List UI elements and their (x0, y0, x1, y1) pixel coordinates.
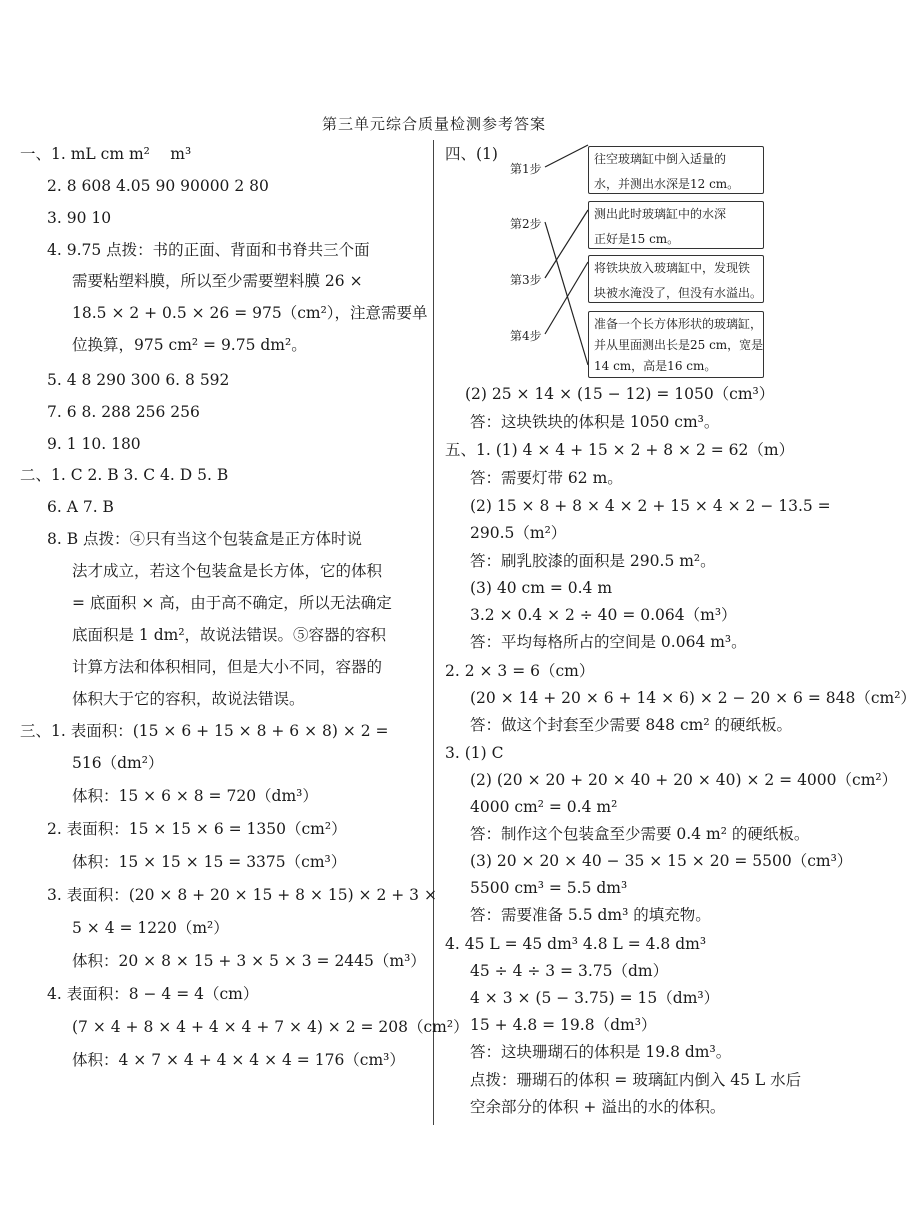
answer-line: 3. 表面积：(20 × 8 + 20 × 15 + 8 × 15) × 2 + 3 × (47, 886, 437, 904)
step-box (588, 201, 764, 249)
answer-line: 45 ÷ 4 ÷ 3 = 3.75（dm） (470, 962, 669, 980)
answer-line: 18.5 × 2 + 0.5 × 26 = 975（cm²），注意需要单 (72, 304, 428, 322)
box-line: 并从里面测出长是25 cm，宽是 (594, 338, 764, 352)
step-box (588, 255, 764, 303)
box-line: 块被水淹没了，但没有水溢出。 (594, 286, 763, 300)
answer-line: 2. 2 × 3 = 6（cm） (445, 662, 595, 680)
step-box (588, 146, 764, 194)
answer-line: 点拨：珊瑚石的体积 = 玻璃缸内倒入 45 L 水后 (470, 1071, 802, 1089)
answer-line: 答：制作这个包装盒至少需要 0.4 m² 的硬纸板。 (470, 825, 810, 843)
answer-line: 五、1. (1) 4 × 4 + 15 × 2 + 8 × 2 = 62（m） (445, 441, 795, 459)
answer-line: 2. 表面积：15 × 15 × 6 = 1350（cm²） (47, 820, 347, 838)
box-line: 准备一个长方体形状的玻璃缸， (594, 317, 763, 331)
answer-line: 4. 45 L = 45 dm³ 4.8 L = 4.8 dm³ (445, 935, 707, 953)
answer-line: 需要粘塑料膜，所以至少需要塑料膜 26 × (72, 272, 363, 290)
answer-line: (3) 40 cm = 0.4 m (470, 579, 613, 597)
page-title: 第三单元综合质量检测参考答案 (321, 115, 546, 133)
answer-line: 3.2 × 0.4 × 2 ÷ 40 = 0.064（m³） (470, 606, 737, 624)
box-line: 将铁块放入玻璃缸中，发现铁 (594, 261, 751, 275)
answer-line: 空余部分的体积 + 溢出的水的体积。 (470, 1098, 726, 1116)
box-line: 14 cm，高是16 cm。 (594, 359, 717, 373)
answer-line: 体积大于它的容积，故说法错误。 (72, 690, 305, 708)
step-box (588, 311, 764, 378)
box-line: 正好是15 cm。 (594, 232, 680, 246)
answer-line: 答：这块铁块的体积是 1050 cm³。 (470, 413, 720, 431)
answer-line: 7. 6 8. 288 256 256 (47, 403, 200, 421)
answer-line: 答：这块珊瑚石的体积是 19.8 dm³。 (470, 1043, 732, 1061)
answer-line: 答：刷乳胶漆的面积是 290.5 m²。 (470, 552, 716, 570)
answer-line: 一、1. mL cm m² m³ (20, 145, 192, 163)
answer-line: 体积：4 × 7 × 4 + 4 × 4 × 4 = 176（cm³） (72, 1051, 405, 1069)
answer-line: 3. (1) C (445, 744, 504, 762)
section-heading: 四、(1) (445, 145, 498, 163)
answer-line: 4 × 3 × (5 − 3.75) = 15（dm³） (470, 989, 720, 1007)
answer-line: (2) 15 × 8 + 8 × 4 × 2 + 15 × 4 × 2 − 13.5 = (470, 497, 831, 515)
answer-line: 法才成立，若这个包装盒是长方体，它的体积 (72, 562, 383, 580)
answer-line: 4. 9.75 点拨：书的正面、背面和书脊共三个面 (47, 241, 370, 259)
box-line: 水，并测出水深是12 cm。 (594, 177, 740, 191)
answer-line: 5500 cm³ = 5.5 dm³ (470, 879, 628, 897)
answer-line: (3) 20 × 20 × 40 − 35 × 15 × 20 = 5500（cm³） (470, 852, 853, 870)
answer-line: 4000 cm² = 0.4 m² (470, 798, 618, 816)
answer-line: 8. B 点拨：④只有当这个包装盒是正方体时说 (47, 530, 363, 548)
answer-line: 答：需要准备 5.5 dm³ 的填充物。 (470, 906, 711, 924)
answer-line: 答：做这个封套至少需要 848 cm² 的硬纸板。 (470, 716, 792, 734)
answer-line: 位换算，975 cm² = 9.75 dm²。 (72, 336, 307, 354)
step-label: 第3步 (510, 273, 542, 287)
box-line: 测出此时玻璃缸中的水深 (594, 207, 727, 221)
answer-line: 290.5（m²） (470, 524, 567, 542)
answer-line: = 底面积 × 高，由于高不确定，所以无法确定 (72, 594, 392, 612)
box-line: 往空玻璃缸中倒入适量的 (594, 152, 727, 166)
step-label: 第2步 (510, 217, 542, 231)
answer-line: 5. 4 8 290 300 6. 8 592 (47, 371, 230, 389)
answer-line: 15 + 4.8 = 19.8（dm³） (470, 1016, 657, 1034)
answer-line: 5 × 4 = 1220（m²） (72, 919, 229, 937)
answer-line: (20 × 14 + 20 × 6 + 14 × 6) × 2 − 20 × 6 = 848（cm²） (470, 689, 916, 707)
answer-line: 9. 1 10. 180 (47, 435, 141, 453)
answer-line: 体积：15 × 15 × 15 = 3375（cm³） (72, 853, 347, 871)
answer-line: (7 × 4 + 8 × 4 + 4 × 4 + 7 × 4) × 2 = 208（cm²） (72, 1018, 469, 1036)
answer-line: (2) 25 × 14 × (15 − 12) = 1050（cm³） (465, 385, 775, 403)
answer-line: 6. A 7. B (47, 498, 114, 516)
answer-line: 三、1. 表面积：(15 × 6 + 15 × 8 + 6 × 8) × 2 = (20, 722, 389, 740)
answer-line: 2. 8 608 4.05 90 90000 2 80 (47, 177, 269, 195)
answer-line: 体积：15 × 6 × 8 = 720（dm³） (72, 787, 318, 805)
answer-line: 516（dm²） (72, 754, 164, 772)
answer-line: 3. 90 10 (47, 209, 112, 227)
answer-line: 计算方法和体积相同，但是大小不同，容器的 (72, 658, 383, 676)
answer-line: (2) (20 × 20 + 20 × 40 + 20 × 40) × 2 = 4000（cm²） (470, 771, 898, 789)
answer-line: 二、1. C 2. B 3. C 4. D 5. B (20, 466, 229, 484)
step-label: 第1步 (510, 162, 542, 176)
answer-line: 答：需要灯带 62 m。 (470, 469, 623, 487)
step-label: 第4步 (510, 329, 542, 343)
answer-line: 底面积是 1 dm²，故说法错误。⑤容器的容积 (72, 626, 387, 644)
answer-line: 4. 表面积：8 − 4 = 4（cm） (47, 985, 259, 1003)
answer-line: 体积：20 × 8 × 15 + 3 × 5 × 3 = 2445（m³） (72, 952, 426, 970)
answer-line: 答：平均每格所占的空间是 0.064 m³。 (470, 633, 747, 651)
